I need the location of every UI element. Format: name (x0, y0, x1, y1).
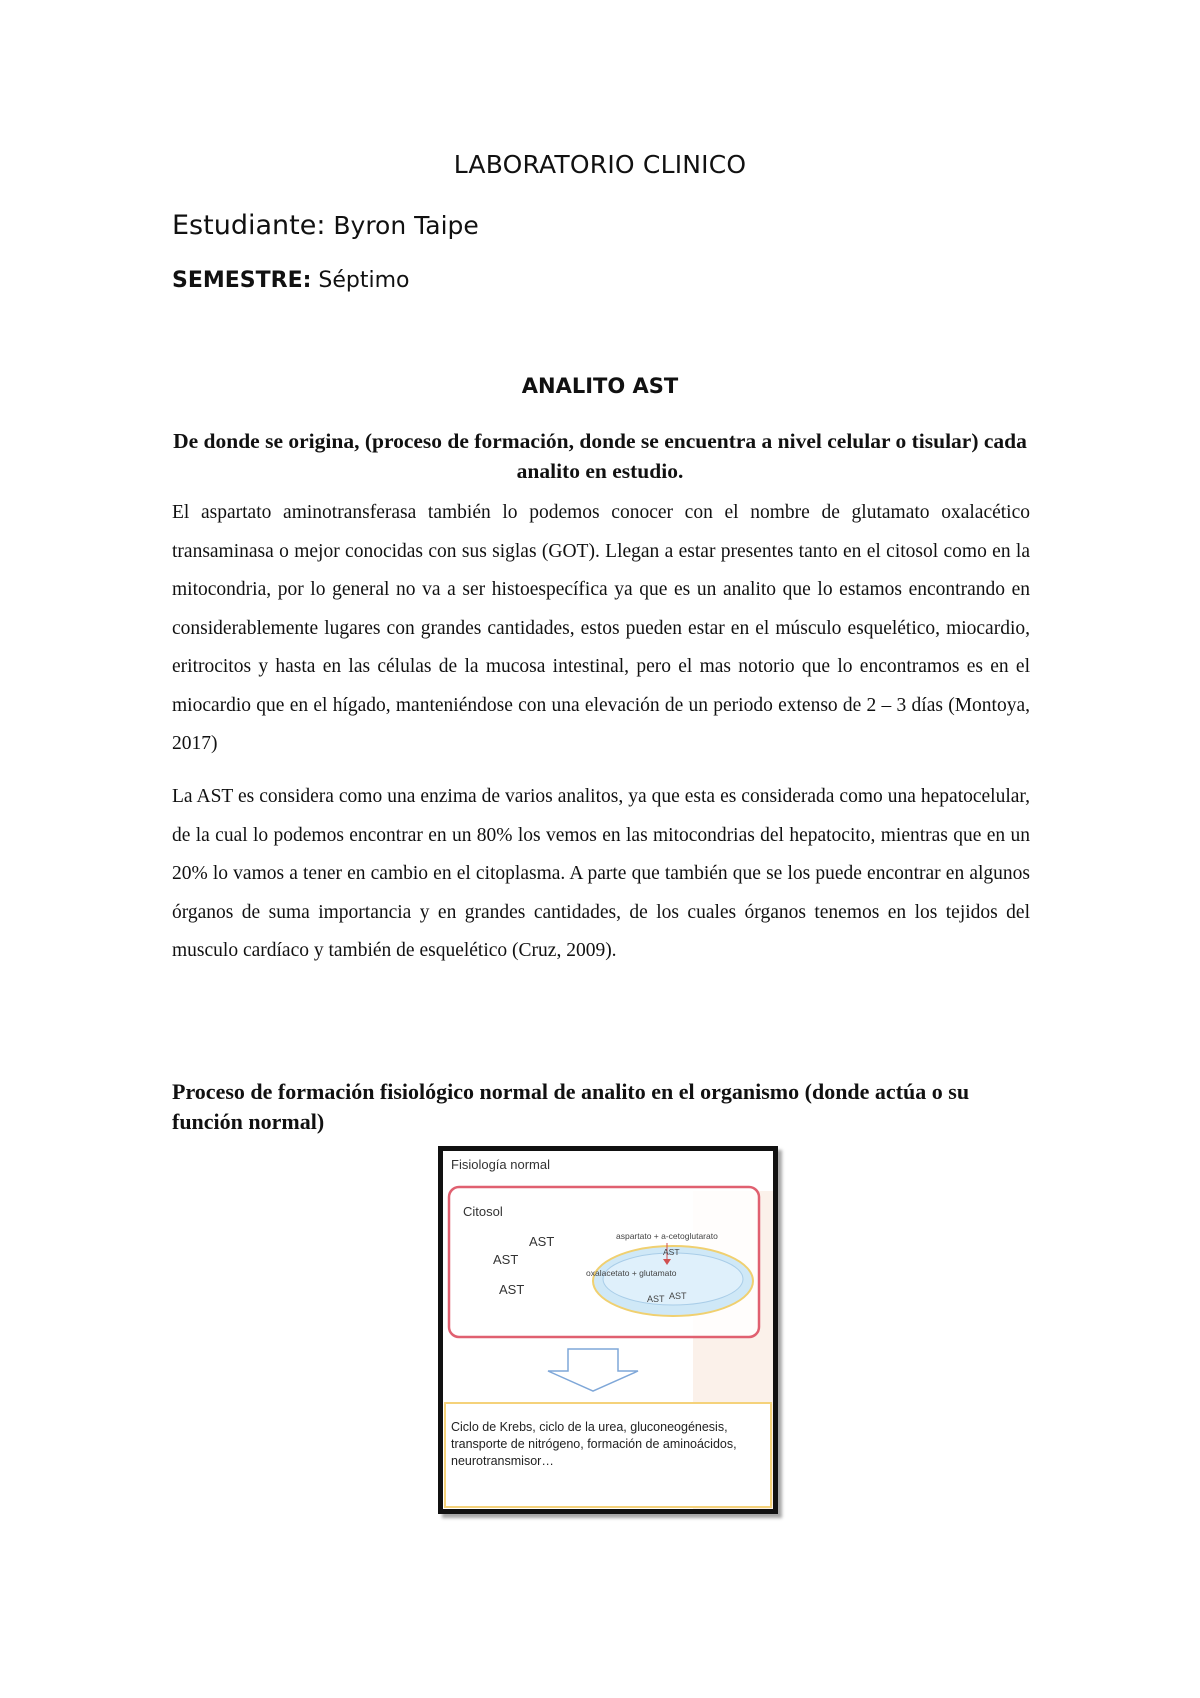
ast-label: AST (493, 1252, 519, 1267)
semester-line (172, 268, 410, 293)
mito-ast-label: AST (647, 1294, 665, 1304)
student-name: Byron Taipe (333, 211, 479, 240)
mito-ast-label: AST (669, 1291, 687, 1301)
semester-value: Séptimo (318, 268, 410, 293)
down-arrow-icon (548, 1349, 638, 1391)
paragraph-1: El aspartato aminotransferasa también lo podemos conocer con el nombre de glutamato oxalacético transaminasa o mejor conocidas con sus siglas (GOT). Llegan a estar presentes tanto en el citosol como en la mitocondria, por lo general no va a ser histoespecífica ya que es un analito que lo estamos encontrando en considerablemente lugares con grandes cantidades, estos pueden estar en el músculo esquelético, miocardio, eritrocitos y hasta en las células de la mucosa intestinal, pero el mas notorio que lo encontramos es en el miocardio que en el hígado, manteniéndose con una elevación de un periodo extenso de 2 – 3 días (Montoya, 2017) (172, 502, 1030, 754)
cytosol-label: Citosol (463, 1204, 503, 1219)
outcome-text: Ciclo de Krebs, ciclo de la urea, gluconeogénesis, transporte de nitrógeno, formación de aminoácidos, neurotransmisor… (451, 1420, 737, 1468)
document-title: LABORATORIO CLINICO (453, 150, 747, 179)
formation-heading: Proceso de formación fisiológico normal de analito en el organismo (donde actúa o su función normal) (172, 1079, 970, 1134)
physiology-figure (438, 1146, 778, 1514)
section-title: ANALITO AST (521, 374, 679, 398)
student-line (172, 210, 479, 241)
student-label: Estudiante: (172, 210, 326, 241)
paragraph-2: La AST es considera como una enzima de varios analitos, ya que esta es considerada como una hepatocelular, de la cual lo podemos encontrar en un 80% los vemos en las mitocondrias del hepatocito, mientras que en un 20% lo vamos a tener en cambio en el citoplasma. A parte que también que se los puede encontrar en algunos órganos de suma importancia y en grandes cantidades, de los cuales órganos tenemos en los tejidos del musculo cardíaco y también de esquelético (Cruz, 2009). (172, 786, 1030, 961)
reaction-enzyme: AST (663, 1247, 680, 1257)
question-heading: De donde se origina, (proceso de formación, donde se encuentra a nivel celular o tisular) cada analito en estudio. (173, 429, 1027, 483)
reaction-products: oxalacetato + glutamato (586, 1268, 677, 1278)
ast-label: AST (499, 1282, 525, 1297)
semester-label: SEMESTRE: (172, 268, 312, 293)
reaction-substrates: aspartato + a-cetoglutarato (616, 1231, 718, 1241)
figure-title: Fisiología normal (451, 1157, 550, 1172)
ast-label: AST (529, 1234, 555, 1249)
